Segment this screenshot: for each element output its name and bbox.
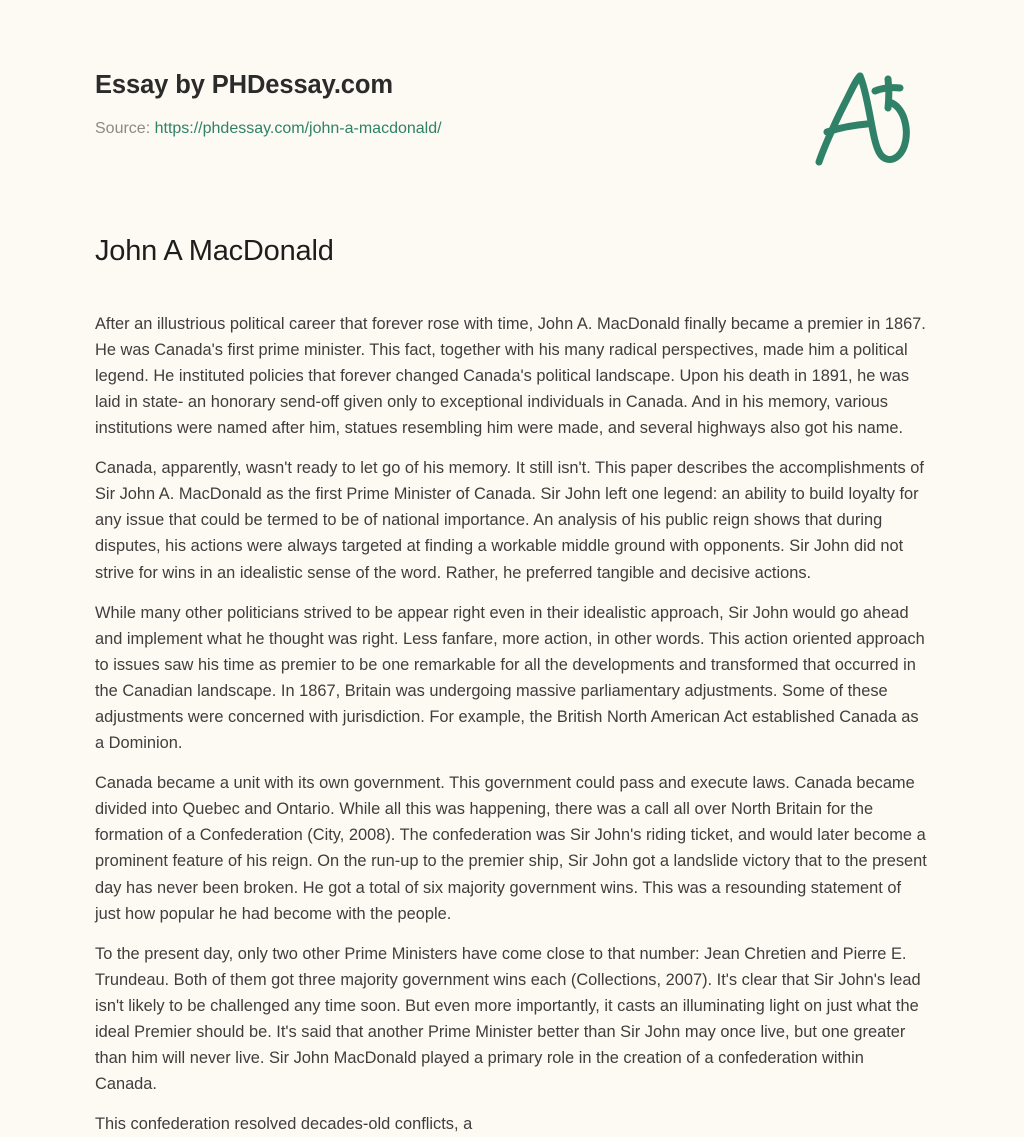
source-label: Source: bbox=[95, 119, 151, 137]
page-header bbox=[0, 0, 1024, 185]
paragraph: Canada became a unit with its own government. This government could pass and execute laws. Canada became divided into Quebec and Ontario. While all this was happening, there was a call all over North Britain for the formation of a Confederation (City, 2008). The confederation was Sir John's riding ticket, and would later become a prominent feature of his reign. On the run-up to the premier ship, Sir John got a landslide victory that to the present day has never been broken. He got a total of six majority government wins. This was a resounding statement of just how popular he had become with the people. bbox=[95, 774, 927, 923]
page-title: John A MacDonald bbox=[95, 235, 334, 267]
source-line bbox=[95, 119, 929, 140]
paragraph: To the present day, only two other Prime Ministers have come close to that number: Jean Chretien and Pierre E. Trundeau. Both of them got three majority government wins each (Collections, 2007). It's clear that Sir John's lead isn't likely to be challenged any time soon. But even more importantly, it casts an illuminating light on just what the ideal Premier should be. It's said that another Prime Minister better than Sir John may once live, but one greater than him will never live. Sir John MacDonald played a primary role in the creation of a confederation within Canada. bbox=[95, 944, 921, 1094]
article-body bbox=[95, 311, 929, 1137]
paragraph: After an illustrious political career that forever rose with time, John A. MacDonald finally became a premier in 1867. He was Canada's first prime minister. This fact, together with his many radical perspectives, made him a political legend. He instituted policies that forever changed Canada's political landscape. Upon his death in 1891, he was laid in state- an honorary send-off given only to exceptional individuals in Canada. And in his memory, various institutions were named after him, statues resembling him were made, and several highways also got his name. bbox=[95, 314, 926, 438]
paragraph: Canada, apparently, wasn't ready to let go of his memory. It still isn't. This paper describes the accomplishments of Sir John A. MacDonald as the first Prime Minister of Canada. Sir John left one legend: an ability to build loyalty for any issue that could be termed to be of national importance. An analysis of his public reign shows that during disputes, his actions were always targeted at finding a workable middle ground with opponents. Sir John did not strive for wins in an idealistic sense of the word. Rather, he preferred tangible and decisive actions. bbox=[95, 459, 924, 582]
brand-title: Essay by PHDessay.com bbox=[95, 71, 393, 99]
paragraph: While many other politicians strived to be appear right even in their idealistic approach, Sir John would go ahead and implement what he thought was right. Less fanfare, more action, in other words. This action oriented approach to issues saw his time as premier to be one remarkable for all the developments and transformed that occurred in the Canadian landscape. In 1867, Britain was undergoing massive parliamentary adjustments. Some of these adjustments were concerned with jurisdiction. For example, the British North American Act established Canada as a Dominion. bbox=[95, 603, 925, 753]
source-url-link[interactable]: https://phdessay.com/john-a-macdonald/ bbox=[154, 119, 442, 137]
paragraph: This confederation resolved decades-old conflicts, a bbox=[95, 1115, 473, 1134]
a-plus-logo-icon bbox=[809, 66, 919, 166]
article bbox=[0, 185, 1024, 1137]
